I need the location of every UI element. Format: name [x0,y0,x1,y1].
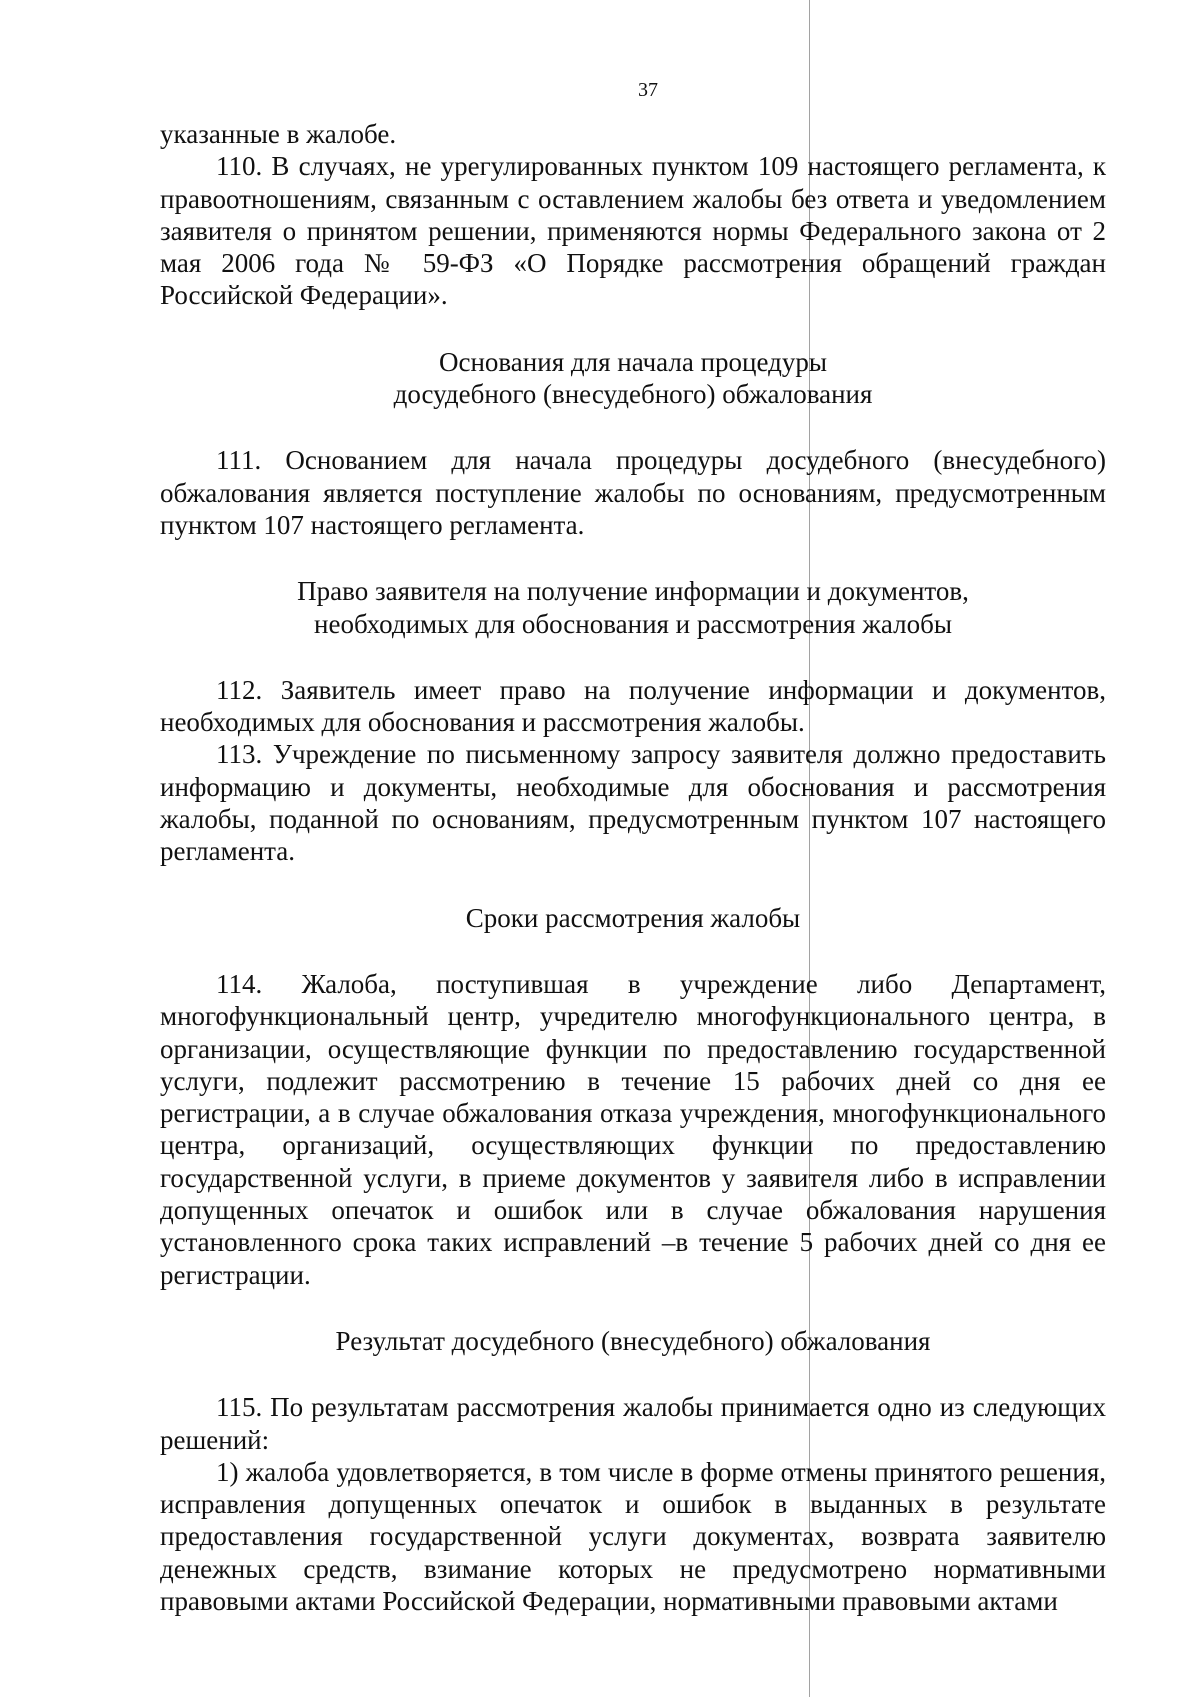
page-number: 37 [638,79,658,101]
section-heading-right-to-information [160,575,1106,640]
section-heading-review-terms [160,902,1106,934]
heading-line: Сроки рассмотрения жалобы [465,902,801,933]
heading-line: Основания для начала процедуры [438,346,828,377]
paragraph-115: 115. По результатам рассмотрения жалобы принимается одно из следующих решений: [160,1392,1106,1455]
paragraph-115-item-1: 1) жалоба удовлетворяется, в том числе в форме отмены принятого решения, исправления допущенных опечаток и ошибок в выданных в результате предоставления государственной услуги документах, возврата заявителю денежных средств, взимание которых не предусмотрено нормативными правовыми актами Российской Федерации, нормативными правовыми актами [160,1456,1106,1616]
paragraph-111: 111. Основанием для начала процедуры досудебного (внесудебного) обжалования является поступление жалобы по основаниям, предусмотренным пунктом 107 настоящего регламента. [160,445,1106,540]
paragraph-112: 112. Заявитель имеет право на получение информации и документов, необходимых для обоснования и рассмотрения жалобы. [160,674,1106,738]
heading-line: досудебного (внесудебного) обжалования [393,379,873,410]
section-heading-result [160,1325,1106,1357]
heading-line: Результат досудебного (внесудебного) обжалования [335,1325,931,1356]
paragraph-continuation: указанные в жалобе. [160,119,397,149]
document-body [160,118,1106,1617]
paragraph-113: 113. Учреждение по письменному запросу заявителя должно предоставить информацию и документы, необходимые для обоснования и рассмотрения жалобы, поданной по основаниям, предусмотренным пунктом 107 настоящего регламента. [160,739,1106,867]
heading-line: Право заявителя на получение информации и документов, [297,576,969,607]
paragraph-110: 110. В случаях, не урегулированных пунктом 109 настоящего регламента, к правоотношениям, связанным с оставлением жалобы без ответа и уведомлением заявителя о принятом решении, применяются нормы Федерального закона от 2 мая 2006 года № 59-ФЗ «О Порядке рассмотрения обращений граждан Российской Федерации». [160,151,1106,311]
heading-line: необходимых для обоснования и рассмотрения жалобы [314,608,952,639]
paragraph-114: 114. Жалоба, поступившая в учреждение либо Департамент, многофункциональный центр, учредителю многофункционального центра, в организации, осуществляющие функции по предоставлению государственной услуги, подлежит рассмотрению в течение 15 рабочих дней со дня ее регистрации, а в случае обжалования отказа учреждения, многофункционального центра, организаций, осуществляющих функции по предоставлению государственной услуги, в приеме документов у заявителя либо в исправлении допущенных опечаток и ошибок или в случае обжалования нарушения установленного срока таких исправлений –в течение 5 рабочих дней со дня ее регистрации. [160,968,1106,1290]
section-heading-grounds [160,346,1106,411]
